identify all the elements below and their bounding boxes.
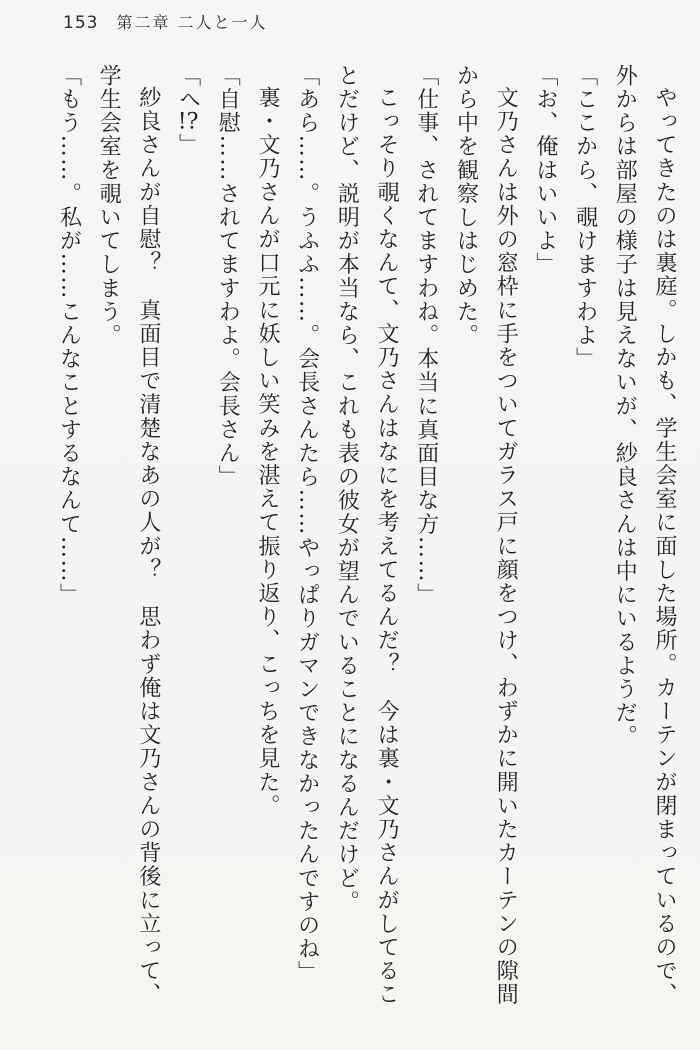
paragraph-narration-11: 紗良さんが自慰？ 真面目で清楚なあの人が？ 思わず俺は文乃さんの背後に立って、学生会室を覗いてしまう。 <box>96 64 161 1007</box>
paragraph-dialogue-12: 「もう……。私が……こんなことするなんて……」 <box>56 64 82 607</box>
dialogue-close-text: 」 <box>175 133 201 157</box>
paragraph-dialogue-9: 「自慰……されてますわよ。会長さん」 <box>215 64 241 489</box>
paragraph-narration-1: やってきたのは裏庭。しかも、学生会室に面した場所。カーテンが閉まっているので、外からは部屋の様子は見えないが、紗良さんは中にいるようだ。 <box>612 64 677 1007</box>
paragraph-dialogue-7: 「あら……。うふふ……。会長さんたら……やっぱりガマンできなかったんですのね」 <box>294 64 320 985</box>
paragraph-dialogue-10 <box>168 64 208 1014</box>
page-number: 153 <box>63 13 99 33</box>
paragraph-narration-6: こっそり覗くなんて、文乃さんはなにを考えてるんだ？ 今は裏・文乃さんがしてることだけど、説明が本当なら、これも表の彼女が望んでいることになるんだけど。 <box>334 64 400 1007</box>
vertical-text-body <box>49 64 684 1014</box>
running-head <box>63 10 268 33</box>
paragraph-dialogue-5: 「仕事、されてますわね。本当に真面目な方……」 <box>413 64 439 607</box>
paragraph-dialogue-3: 「お、俺はいいよ」 <box>532 64 558 277</box>
tatechuyoko-interrobang: !? <box>177 111 199 134</box>
paragraph-dialogue-2: 「ここから、覗けますわよ」 <box>572 64 598 371</box>
paragraph-narration-4: 文乃さんは外の窓枠に手をついてガラス戸に顔をつけ、わずかに開いたカーテンの隙間から中を観察しはじめた。 <box>453 64 519 1007</box>
chapter-heading: 第二章 二人と一人 <box>116 13 268 32</box>
dialogue-open-text: 「へ <box>175 64 201 112</box>
paragraph-narration-8: 裏・文乃さんが口元に妖しい笑みを湛えて振り返り、こっちを見た。 <box>254 86 280 818</box>
